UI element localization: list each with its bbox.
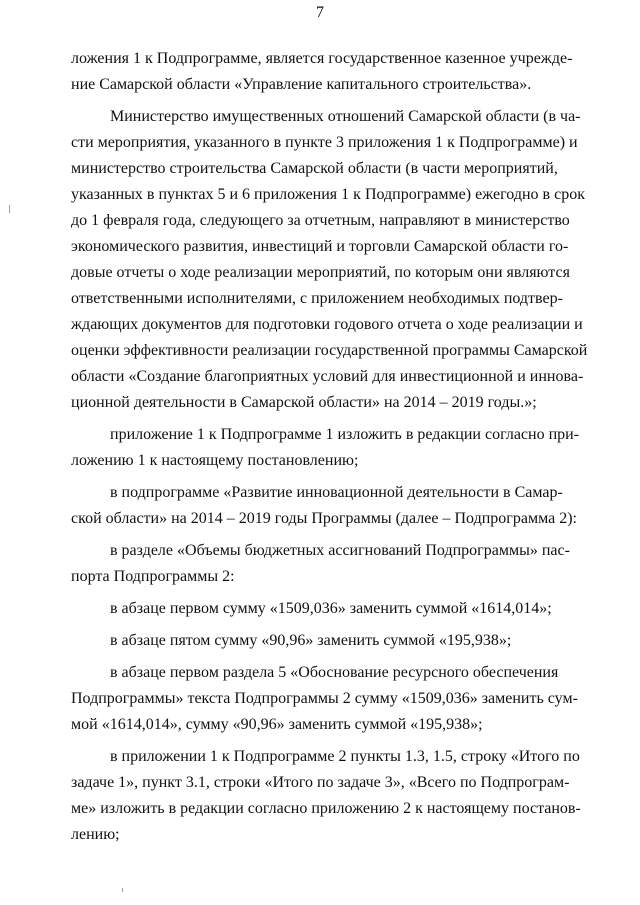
text-line: в абзаце первом раздела 5 «Обоснование ресурсного обеспечения bbox=[110, 664, 559, 681]
text-line: ме» изложить в редакции согласно приложению 2 к настоящему постанов- bbox=[71, 800, 581, 817]
text-line: в абзаце первом сумму «1509,036» заменить суммой «1614,014»; bbox=[110, 600, 552, 617]
text-line: ской области» на 2014 – 2019 годы Программы (далее – Подпрограмма 2): bbox=[71, 510, 577, 527]
text-line: ложения 1 к Подпрограмме, является государственное казенное учрежде- bbox=[71, 50, 573, 67]
scan-artifact bbox=[122, 888, 123, 892]
text-line: в подпрограмме «Развитие инновационной деятельности в Самар- bbox=[110, 484, 563, 501]
text-line: Подпрограммы» текста Подпрограммы 2 сумму «1509,036» заменить сум- bbox=[71, 690, 578, 707]
text-line: задаче 1», пункт 3.1, строки «Итого по задаче 3», «Всего по Подпрограм- bbox=[71, 774, 570, 791]
text-line: указанных в пунктах 5 и 6 приложения 1 к Подпрограмме) ежегодно в срок bbox=[71, 186, 585, 203]
text-line: лению; bbox=[71, 826, 120, 843]
text-line: приложение 1 к Подпрограмме 1 изложить в редакции согласно при- bbox=[110, 426, 580, 443]
text-line: довые отчеты о ходе реализации мероприятий, по которым они являются bbox=[71, 264, 570, 281]
text-line: ционной деятельности в Самарской области» на 2014 – 2019 годы.»; bbox=[71, 394, 537, 411]
text-line: сти мероприятия, указанного в пункте 3 приложения 1 к Подпрограмме) и bbox=[71, 134, 578, 151]
text-line: Министерство имущественных отношений Самарской области (в ча- bbox=[110, 108, 581, 125]
text-line: порта Подпрограммы 2: bbox=[71, 568, 235, 585]
text-line: экономического развития, инвестиций и торговли Самарской области го- bbox=[71, 238, 569, 255]
text-line: мой «1614,014», сумму «90,96» заменить суммой «195,938»; bbox=[71, 716, 483, 733]
scan-artifact bbox=[9, 205, 10, 213]
text-line: в разделе «Объемы бюджетных ассигнований Подпрограммы» пас- bbox=[110, 542, 570, 559]
text-line: в абзаце пятом сумму «90,96» заменить суммой «195,938»; bbox=[110, 632, 512, 649]
page-number: 7 bbox=[316, 4, 324, 21]
text-line: в приложении 1 к Подпрограмме 2 пункты 1.3, 1.5, строку «Итого по bbox=[110, 748, 580, 765]
text-line: оценки эффективности реализации государственной программы Самарской bbox=[71, 342, 588, 359]
text-line: ние Самарской области «Управление капитального строительства». bbox=[71, 76, 532, 93]
text-line: ложению 1 к настоящему постановлению; bbox=[71, 452, 359, 469]
text-line: ждающих документов для подготовки годового отчета о ходе реализации и bbox=[71, 316, 583, 333]
text-line: ответственными исполнителями, с приложением необходимых подтвер- bbox=[71, 290, 563, 307]
text-line: до 1 февраля года, следующего за отчетным, направляют в министерство bbox=[71, 212, 570, 229]
text-line: области «Создание благоприятных условий для инвестиционной и иннова- bbox=[71, 368, 584, 385]
text-line: министерство строительства Самарской области (в части мероприятий, bbox=[71, 160, 558, 177]
